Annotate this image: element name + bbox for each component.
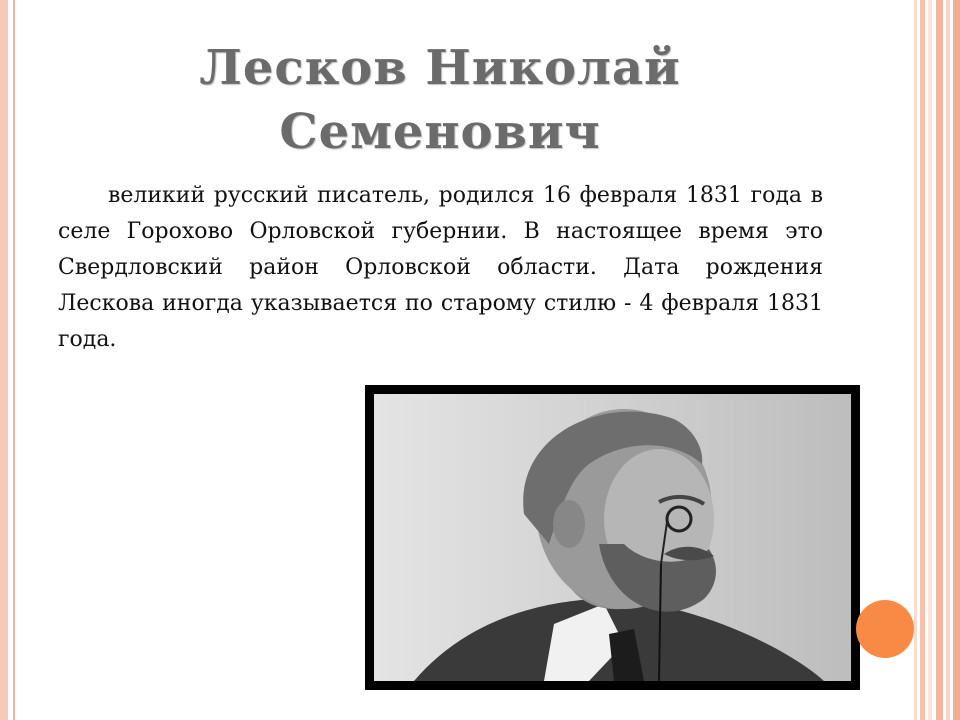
left-border-decoration: [0, 0, 8, 720]
right-stripes-decoration: [914, 0, 960, 720]
portrait-photo-frame: [365, 385, 860, 690]
portrait-photo: [374, 394, 851, 681]
slide-body-text: великий русский писатель, родился 16 февраля 1831 года в селе Горохово Орловской губернии. В настоящее время это Свердловский район Орловской области. Дата рождения Лескова иногда указывается по старому стилю - 4 февраля 1831 года.: [58, 183, 823, 352]
title-line-2: Семенович: [279, 104, 601, 160]
title-line-1: Лесков Николай: [199, 40, 681, 96]
slide-title: [130, 36, 750, 164]
orange-dot-decoration: [856, 600, 914, 658]
left-line-decoration: [13, 0, 15, 720]
